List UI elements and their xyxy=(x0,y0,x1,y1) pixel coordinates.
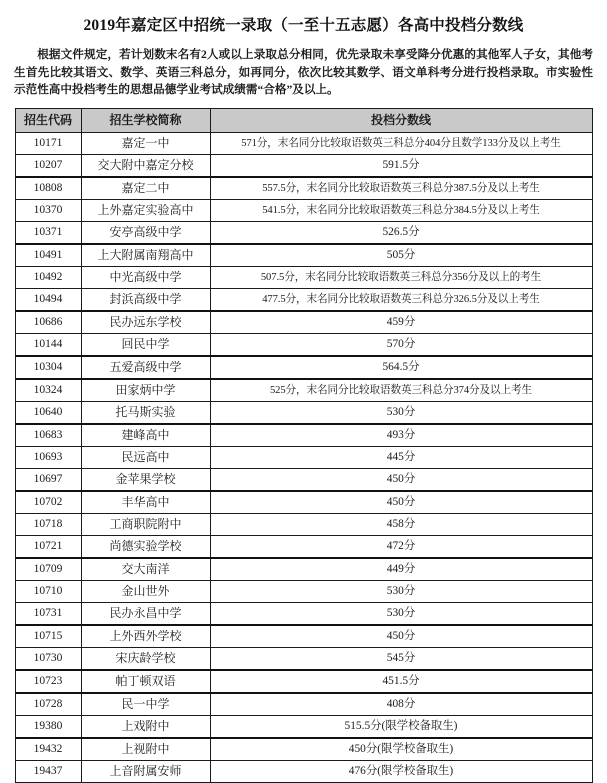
table-row xyxy=(15,446,592,468)
cell-school-name: 帕丁顿双语 xyxy=(81,670,210,693)
cell-school-name: 托马斯实验 xyxy=(81,401,210,424)
cell-admission-code: 10492 xyxy=(15,266,81,288)
cell-school-name: 建峰高中 xyxy=(81,424,210,447)
cell-admission-code: 10709 xyxy=(15,558,81,581)
table-row xyxy=(15,177,592,200)
table-row xyxy=(15,580,592,602)
cell-score-line: 507.5分，末名同分比较取语数英三科总分356分及以上的考生 xyxy=(210,266,592,288)
cell-score-line: 450分 xyxy=(210,491,592,514)
cell-school-name: 上戏附中 xyxy=(81,715,210,738)
cell-school-name: 工商职院附中 xyxy=(81,513,210,535)
cell-school-name: 丰华高中 xyxy=(81,491,210,514)
table-row xyxy=(15,670,592,693)
cell-school-name: 民一中学 xyxy=(81,693,210,716)
table-row xyxy=(15,356,592,379)
cell-score-line: 505分 xyxy=(210,244,592,267)
cell-admission-code: 10494 xyxy=(15,288,81,311)
column-header-score: 投档分数线 xyxy=(210,108,592,132)
cell-admission-code: 10371 xyxy=(15,221,81,244)
cell-score-line: 545分 xyxy=(210,647,592,670)
table-row xyxy=(15,288,592,311)
cell-admission-code: 10686 xyxy=(15,311,81,334)
cell-admission-code: 10171 xyxy=(15,132,81,154)
cell-score-line: 530分 xyxy=(210,602,592,625)
cell-score-line: 530分 xyxy=(210,401,592,424)
table-row xyxy=(15,513,592,535)
cell-school-name: 嘉定一中 xyxy=(81,132,210,154)
table-row xyxy=(15,602,592,625)
cell-score-line: 450分 xyxy=(210,468,592,491)
cell-score-line: 564.5分 xyxy=(210,356,592,379)
table-row xyxy=(15,647,592,670)
cell-score-line: 591.5分 xyxy=(210,154,592,177)
cell-score-line: 476分(限学校备取生) xyxy=(210,760,592,782)
cell-admission-code: 10491 xyxy=(15,244,81,267)
cell-admission-code: 10324 xyxy=(15,379,81,402)
table-row xyxy=(15,558,592,581)
table-row xyxy=(15,401,592,424)
cell-school-name: 尚德实验学校 xyxy=(81,535,210,558)
cell-score-line: 449分 xyxy=(210,558,592,581)
cell-school-name: 封浜高级中学 xyxy=(81,288,210,311)
table-row xyxy=(15,491,592,514)
cell-school-name: 交大南洋 xyxy=(81,558,210,581)
cell-school-name: 回民中学 xyxy=(81,333,210,356)
cell-school-name: 上视附中 xyxy=(81,738,210,761)
cell-school-name: 民办永昌中学 xyxy=(81,602,210,625)
cell-score-line: 458分 xyxy=(210,513,592,535)
column-header-school: 招生学校简称 xyxy=(81,108,210,132)
table-row xyxy=(15,333,592,356)
cell-admission-code: 10730 xyxy=(15,647,81,670)
cell-score-line: 541.5分，末名同分比较取语数英三科总分384.5分及以上考生 xyxy=(210,199,592,221)
column-header-code: 招生代码 xyxy=(15,108,81,132)
cell-admission-code: 10144 xyxy=(15,333,81,356)
table-row xyxy=(15,760,592,782)
cell-score-line: 526.5分 xyxy=(210,221,592,244)
cell-admission-code: 10710 xyxy=(15,580,81,602)
cell-admission-code: 10304 xyxy=(15,356,81,379)
table-row xyxy=(15,715,592,738)
table-row xyxy=(15,693,592,716)
cell-admission-code: 10207 xyxy=(15,154,81,177)
cell-score-line: 493分 xyxy=(210,424,592,447)
cell-school-name: 上音附属安师 xyxy=(81,760,210,782)
cell-score-line: 445分 xyxy=(210,446,592,468)
cell-school-name: 民办远东学校 xyxy=(81,311,210,334)
table-row xyxy=(15,738,592,761)
cell-admission-code: 10683 xyxy=(15,424,81,447)
table-body xyxy=(15,132,592,782)
cell-admission-code: 10731 xyxy=(15,602,81,625)
table-row xyxy=(15,625,592,648)
cell-school-name: 中光高级中学 xyxy=(81,266,210,288)
cell-score-line: 477.5分，末名同分比较取语数英三科总分326.5分及以上考生 xyxy=(210,288,592,311)
table-row xyxy=(15,199,592,221)
cell-admission-code: 10715 xyxy=(15,625,81,648)
cell-score-line: 450分(限学校备取生) xyxy=(210,738,592,761)
table-row xyxy=(15,379,592,402)
cell-admission-code: 10721 xyxy=(15,535,81,558)
cell-admission-code: 19437 xyxy=(15,760,81,782)
cell-score-line: 525分，末名同分比较取语数英三科总分374分及以上考生 xyxy=(210,379,592,402)
table-row xyxy=(15,244,592,267)
cell-admission-code: 19432 xyxy=(15,738,81,761)
cell-score-line: 571分，末名同分比较取语数英三科总分404分且数学133分及以上考生 xyxy=(210,132,592,154)
cell-school-name: 上外西外学校 xyxy=(81,625,210,648)
table-row xyxy=(15,221,592,244)
cell-admission-code: 10697 xyxy=(15,468,81,491)
table-row xyxy=(15,311,592,334)
document-page xyxy=(0,16,607,776)
cell-score-line: 459分 xyxy=(210,311,592,334)
cell-admission-code: 10640 xyxy=(15,401,81,424)
cell-admission-code: 10702 xyxy=(15,491,81,514)
cell-score-line: 515.5分(限学校备取生) xyxy=(210,715,592,738)
table-row xyxy=(15,154,592,177)
cell-school-name: 五爱高级中学 xyxy=(81,356,210,379)
cell-score-line: 557.5分，末名同分比较取语数英三科总分387.5分及以上考生 xyxy=(210,177,592,200)
cell-score-line: 530分 xyxy=(210,580,592,602)
cell-school-name: 宋庆龄学校 xyxy=(81,647,210,670)
cell-admission-code: 10718 xyxy=(15,513,81,535)
cell-school-name: 上外嘉定实验高中 xyxy=(81,199,210,221)
table-header-row xyxy=(15,108,592,132)
cell-score-line: 408分 xyxy=(210,693,592,716)
table-row xyxy=(15,424,592,447)
cell-score-line: 472分 xyxy=(210,535,592,558)
cell-school-name: 嘉定二中 xyxy=(81,177,210,200)
cell-school-name: 安亭高级中学 xyxy=(81,221,210,244)
page-title: 2019年嘉定区中招统一录取（一至十五志愿）各高中投档分数线 xyxy=(83,17,524,34)
intro-paragraph: 根据文件规定，若计划数末名有2人或以上录取总分相同，优先录取未享受降分优惠的其他军人子女，其他考生首先比较其语文、数学、英语三科总分，如再同分，依次比较其数学、语文单科考分进行投档录取。市实验性示范性高中投档考生的思想品德学业考试成绩需“合格”及以上。 xyxy=(14,48,593,96)
cell-admission-code: 10723 xyxy=(15,670,81,693)
cell-admission-code: 10808 xyxy=(15,177,81,200)
cell-admission-code: 10693 xyxy=(15,446,81,468)
cell-school-name: 金山世外 xyxy=(81,580,210,602)
admission-score-table xyxy=(15,108,593,783)
table-header xyxy=(15,108,592,132)
cell-score-line: 450分 xyxy=(210,625,592,648)
table-row xyxy=(15,468,592,491)
table-row xyxy=(15,535,592,558)
cell-score-line: 451.5分 xyxy=(210,670,592,693)
cell-school-name: 田家炳中学 xyxy=(81,379,210,402)
cell-admission-code: 10370 xyxy=(15,199,81,221)
cell-score-line: 570分 xyxy=(210,333,592,356)
table-row xyxy=(15,132,592,154)
cell-school-name: 民远高中 xyxy=(81,446,210,468)
table-row xyxy=(15,266,592,288)
cell-school-name: 上大附属南翔高中 xyxy=(81,244,210,267)
cell-admission-code: 10728 xyxy=(15,693,81,716)
cell-school-name: 交大附中嘉定分校 xyxy=(81,154,210,177)
cell-admission-code: 19380 xyxy=(15,715,81,738)
cell-school-name: 金苹果学校 xyxy=(81,468,210,491)
